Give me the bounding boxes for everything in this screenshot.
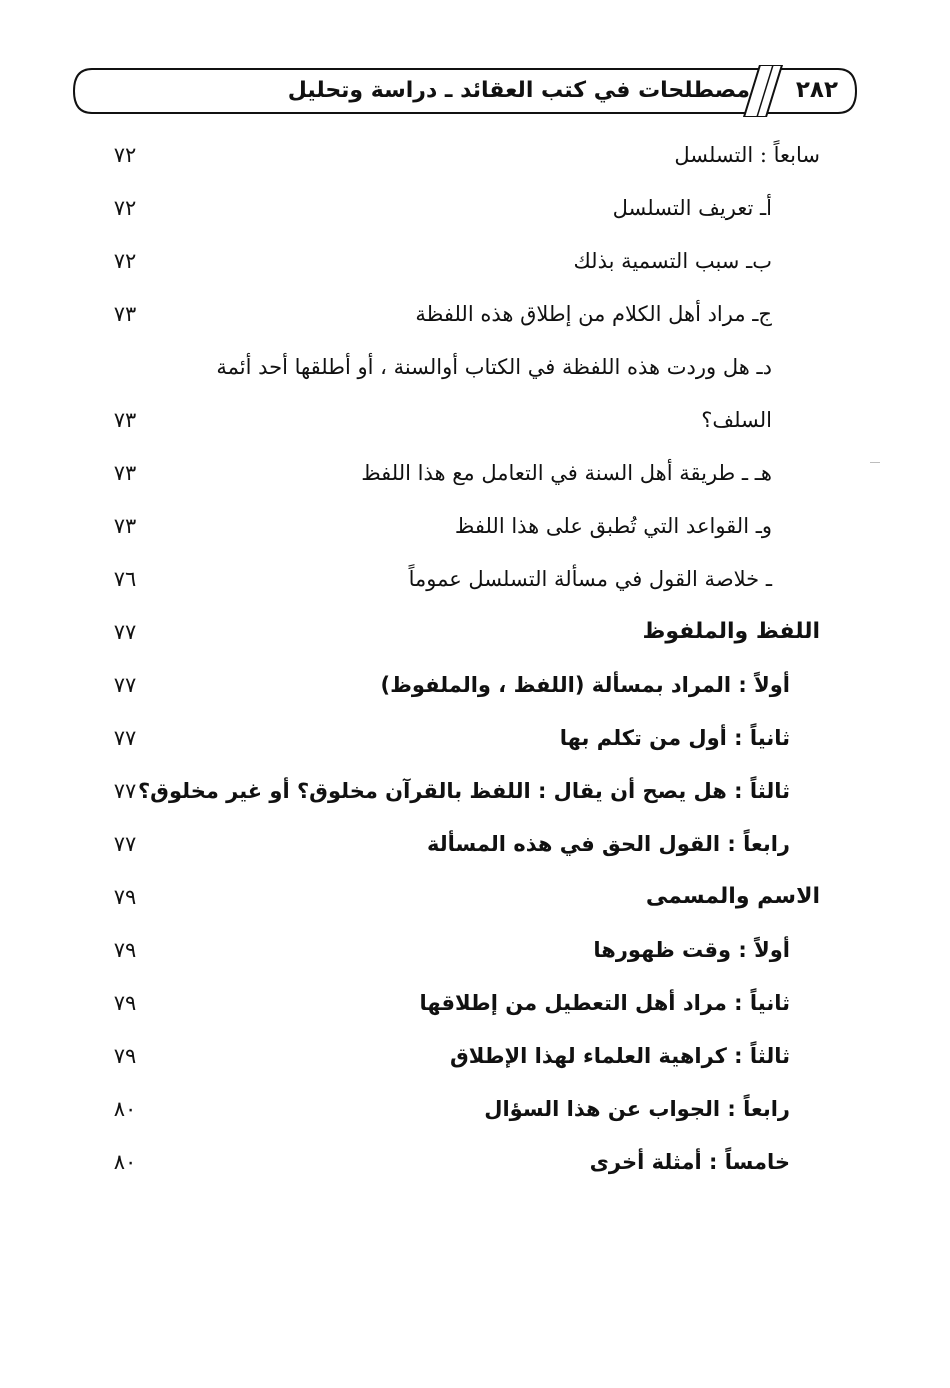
toc-entry-page: ٧٧	[113, 673, 137, 697]
toc-entry-title: ج‌ـ مراد أهل الكلام من إطلاق هذه اللفظة	[415, 302, 772, 326]
toc-section-heading	[100, 607, 820, 660]
toc-entry	[100, 448, 820, 501]
toc-entry-title: ـ خلاصة القول في مسألة التسلسل عموماً	[408, 567, 772, 591]
page-number: ٢٨٢	[795, 77, 838, 103]
running-header	[70, 65, 860, 117]
toc-entry-title: ب‌ـ سبب التسمية بذلك	[573, 249, 772, 273]
toc-entry-title: أولاً : وقت ظهورها	[593, 938, 790, 962]
toc-entry	[100, 554, 820, 607]
toc-entry	[100, 395, 820, 448]
toc-entry	[100, 1137, 820, 1190]
toc-entry-title: ثانياً : مراد أهل التعطيل من إطلاقها	[419, 991, 790, 1015]
toc-entry-title: رابعاً : القول الحق في هذه المسألة	[426, 832, 790, 856]
toc-entry-title: و‌ـ القواعد التي تُطبق على هذا اللفظ	[454, 514, 772, 538]
scan-mark	[870, 462, 880, 463]
toc-entry-page: ٧٣	[113, 514, 137, 538]
toc-entry-page: ٨٠	[113, 1097, 137, 1121]
toc-entry-page: ٧٣	[113, 461, 137, 485]
toc-entry	[100, 819, 820, 872]
toc-entry-page: ٧٩	[113, 938, 137, 962]
toc-entry-title: د‌ـ هل وردت هذه اللفظة في الكتاب أوالسنة ، أو أطلقها أحد أئمة	[216, 355, 772, 379]
toc-entry-title: أ‌ـ تعريف التسلسل	[612, 196, 772, 220]
toc-entry-title: رابعاً : الجواب عن هذا السؤال	[484, 1097, 790, 1121]
toc-entry-title: خامساً : أمثلة أخرى	[589, 1150, 790, 1174]
toc-entry-page: ٧٧	[113, 620, 137, 644]
toc-entry-title: هـ ـ طريقة أهل السنة في التعامل مع هذا اللفظ	[361, 461, 772, 485]
toc-entry	[100, 501, 820, 554]
toc-entry-page: ٧٢	[113, 249, 137, 273]
toc-entry-page: ٧٩	[113, 1044, 137, 1068]
toc-entry-title: ثانياً : أول من تكلم بها	[559, 726, 790, 750]
toc-entry-page: ٧٣	[113, 408, 137, 432]
toc-entry-title: الاسم والمسمى	[645, 884, 820, 909]
toc-entry-page: ٧٧	[113, 779, 137, 803]
toc-entry-title: السلف؟	[701, 408, 772, 432]
toc-entry	[100, 289, 820, 342]
toc-entry	[100, 1031, 820, 1084]
running-header-title: مصطلحات في كتب العقائد ـ دراسة وتحليل	[287, 78, 750, 103]
toc-entry-page: ٧٣	[113, 302, 137, 326]
toc-entry	[100, 342, 820, 395]
toc-entry	[100, 713, 820, 766]
toc-entry-title: اللفظ والملفوظ	[642, 619, 820, 644]
toc-entry	[100, 1084, 820, 1137]
table-of-contents	[100, 130, 820, 1190]
toc-entry-title: ثالثاً : هل يصح أن يقال : اللفظ بالقرآن مخلوق؟ أو غير مخلوق؟	[138, 779, 790, 803]
toc-entry	[100, 183, 820, 236]
toc-entry	[100, 925, 820, 978]
toc-entry	[100, 766, 820, 819]
toc-entry-page: ٧٧	[113, 726, 137, 750]
toc-entry-title: أولاً : المراد بمسألة (اللفظ ، والملفوظ)	[380, 673, 790, 697]
toc-entry-page: ٧٧	[113, 832, 137, 856]
toc-entry-page: ٧٩	[113, 991, 137, 1015]
toc-entry-title: ثالثاً : كراهية العلماء لهذا الإطلاق	[449, 1044, 790, 1068]
toc-entry	[100, 130, 820, 183]
toc-section-heading	[100, 872, 820, 925]
toc-entry-page: ٧٦	[113, 567, 137, 591]
toc-entry-page: ٧٢	[113, 196, 137, 220]
toc-entry	[100, 236, 820, 289]
toc-entry-title: سابعاً : التسلسل	[674, 143, 820, 167]
toc-entry	[100, 978, 820, 1031]
toc-entry	[100, 660, 820, 713]
toc-entry-page: ٧٩	[113, 885, 137, 909]
toc-entry-page: ٧٢	[113, 143, 137, 167]
toc-entry-page: ٨٠	[113, 1150, 137, 1174]
